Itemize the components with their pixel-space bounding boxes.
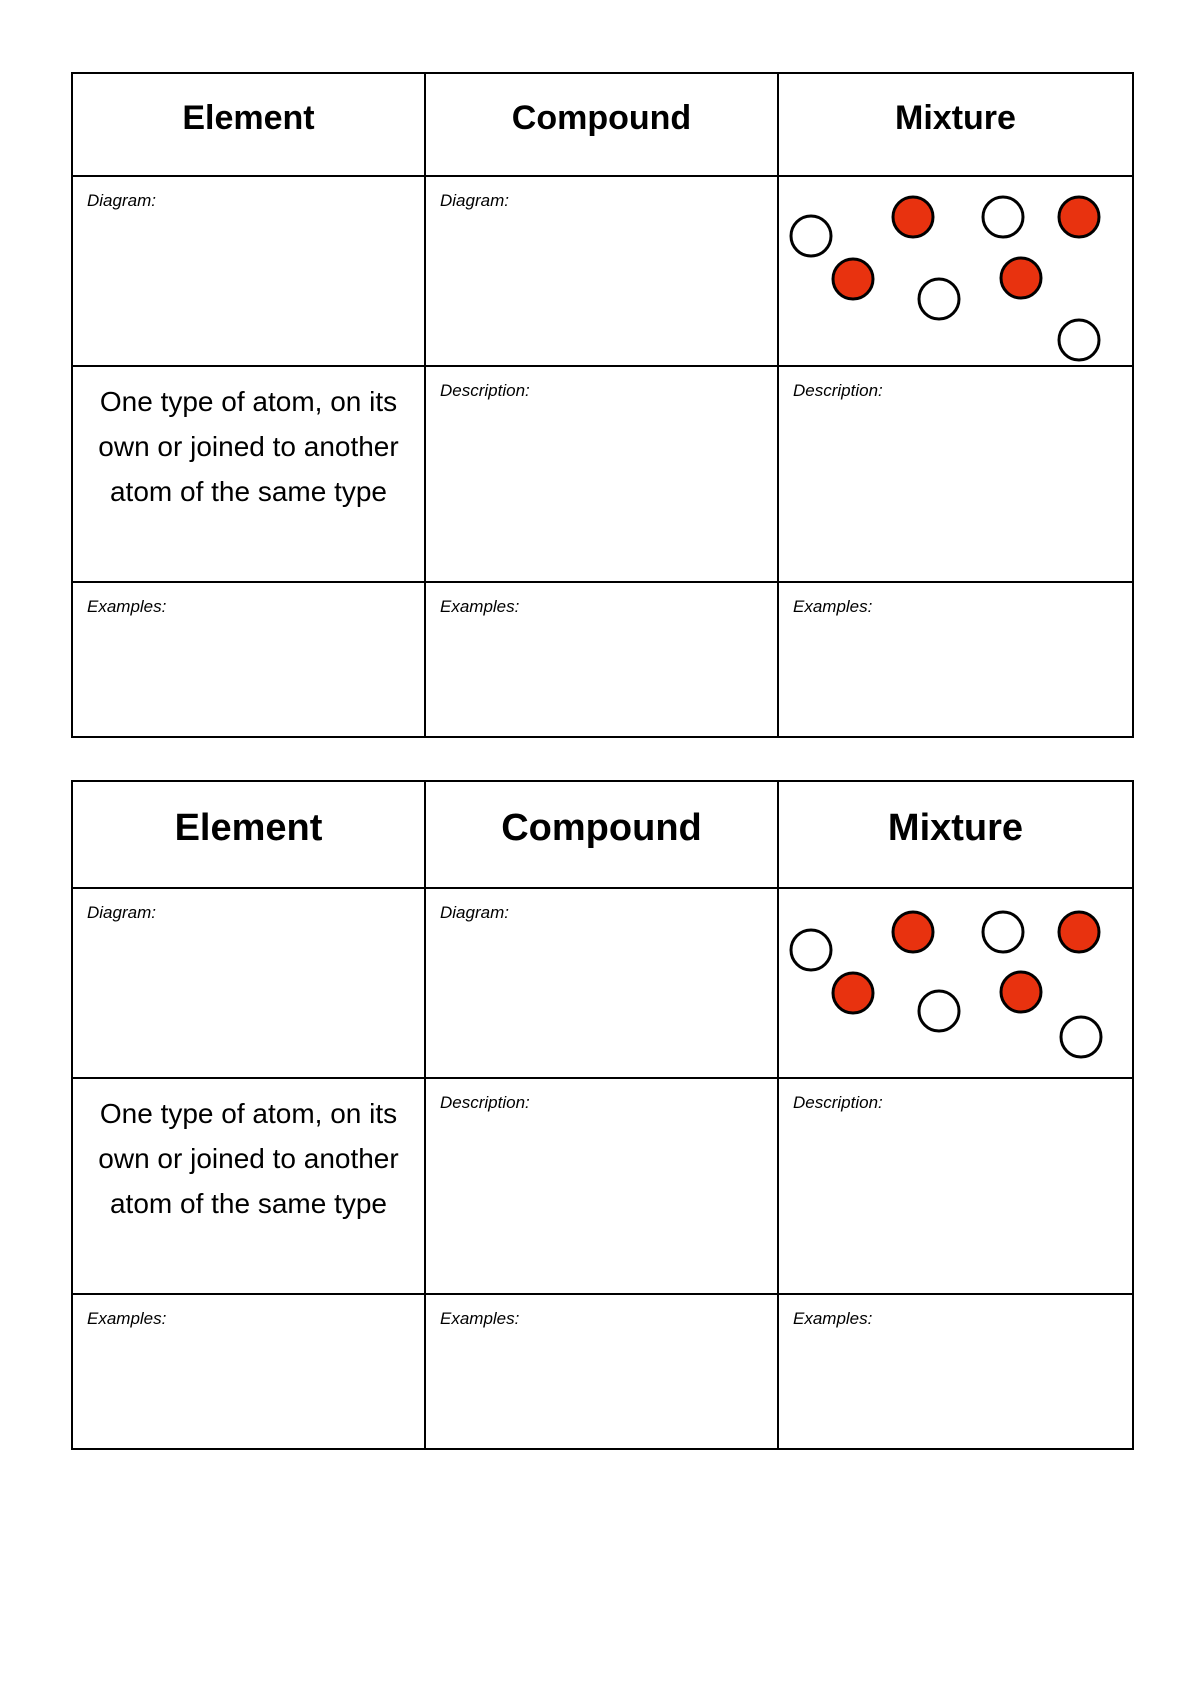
mixture-examples-cell[interactable]: [778, 582, 1133, 737]
compound-examples-cell[interactable]: [425, 1294, 778, 1449]
compound-description-cell[interactable]: [425, 366, 778, 582]
mixture-particle-diagram: [779, 889, 1132, 1077]
compound-examples-label: Examples:: [440, 1309, 520, 1328]
mixture-description-cell[interactable]: [778, 1078, 1133, 1294]
worksheet-table-1: [71, 72, 1134, 738]
particle-white: [983, 912, 1023, 952]
particle-red: [1059, 197, 1099, 237]
mixture-diagram-cell: [778, 176, 1133, 366]
mixture-description-cell[interactable]: [778, 366, 1133, 582]
particle-red: [1001, 972, 1041, 1012]
element-examples-label: Examples:: [87, 597, 167, 616]
worksheet-table-2: [71, 780, 1134, 1450]
particle-white: [1059, 320, 1099, 360]
mixture-examples-label: Examples:: [793, 597, 873, 616]
particle-white: [919, 991, 959, 1031]
mixture-examples-label: Examples:: [793, 1309, 873, 1328]
header-element: Element: [72, 73, 425, 176]
compound-diagram-label: Diagram:: [440, 191, 509, 210]
mixture-description-label: Description:: [793, 381, 883, 400]
particle-red: [893, 912, 933, 952]
element-examples-cell[interactable]: [72, 1294, 425, 1449]
element-description-text: One type of atom, on its own or joined to another atom of the same type: [98, 386, 399, 507]
header-mixture: Mixture: [778, 73, 1133, 176]
element-diagram-cell[interactable]: [72, 176, 425, 366]
element-examples-label: Examples:: [87, 1309, 167, 1328]
particle-red: [1059, 912, 1099, 952]
element-description-cell: [72, 1078, 425, 1294]
compound-examples-label: Examples:: [440, 597, 520, 616]
compound-description-label: Description:: [440, 1093, 530, 1112]
mixture-particle-diagram: [779, 177, 1132, 365]
header-mixture: Mixture: [778, 781, 1133, 888]
particle-red: [833, 973, 873, 1013]
particle-red: [833, 259, 873, 299]
header-compound: Compound: [425, 73, 778, 176]
element-examples-cell[interactable]: [72, 582, 425, 737]
particle-red: [1001, 258, 1041, 298]
compound-diagram-cell[interactable]: [425, 176, 778, 366]
mixture-examples-cell[interactable]: [778, 1294, 1133, 1449]
element-diagram-cell[interactable]: [72, 888, 425, 1078]
particle-white: [919, 279, 959, 319]
particle-white: [983, 197, 1023, 237]
compound-examples-cell[interactable]: [425, 582, 778, 737]
element-description-cell: [72, 366, 425, 582]
header-element: Element: [72, 781, 425, 888]
element-diagram-label: Diagram:: [87, 903, 156, 922]
element-diagram-label: Diagram:: [87, 191, 156, 210]
particle-white: [791, 216, 831, 256]
compound-description-label: Description:: [440, 381, 530, 400]
mixture-description-label: Description:: [793, 1093, 883, 1112]
compound-diagram-label: Diagram:: [440, 903, 509, 922]
mixture-diagram-cell: [778, 888, 1133, 1078]
particle-white: [791, 930, 831, 970]
compound-diagram-cell[interactable]: [425, 888, 778, 1078]
element-description-text: One type of atom, on its own or joined to another atom of the same type: [98, 1098, 399, 1219]
compound-description-cell[interactable]: [425, 1078, 778, 1294]
particle-white: [1061, 1017, 1101, 1057]
particle-red: [893, 197, 933, 237]
header-compound: Compound: [425, 781, 778, 888]
